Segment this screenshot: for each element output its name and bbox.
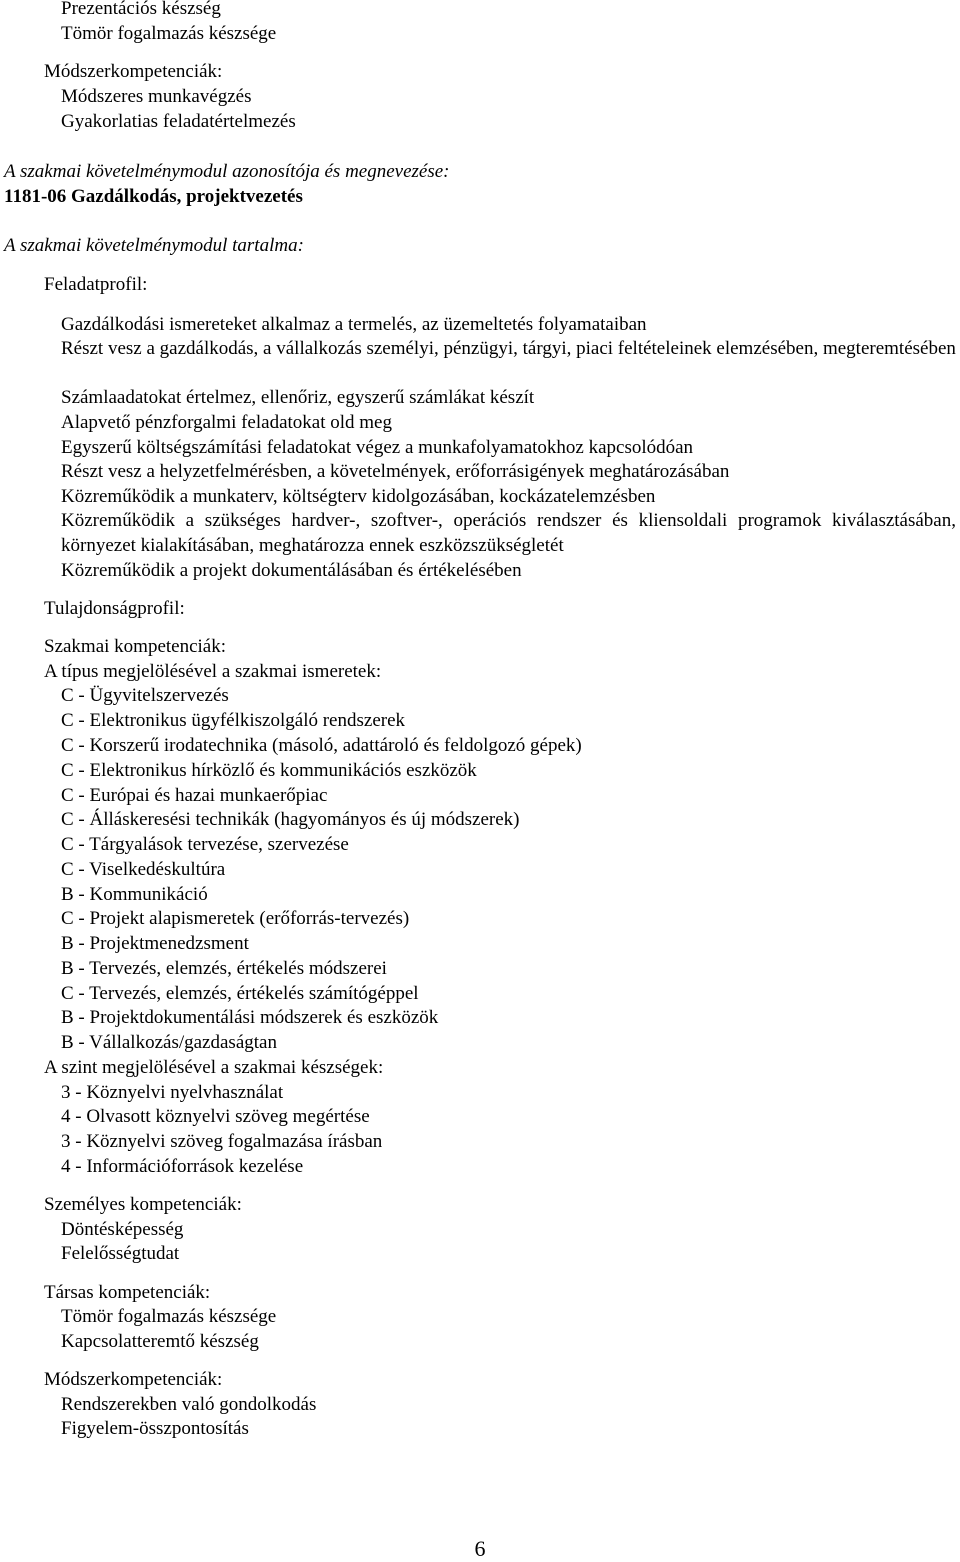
task-profile-heading: Feladatprofil: <box>44 274 148 295</box>
personal-competencies-heading: Személyes kompetenciák: <box>44 1194 242 1215</box>
type-knowledge-item: C - Elektronikus ügyfélkiszolgáló rendszerek <box>61 710 406 731</box>
method-competencies-heading: Módszerkompetenciák: <box>44 1369 223 1390</box>
module-id-label: A szakmai követelménymodul azonosítója és megnevezése: <box>4 161 450 182</box>
type-knowledge-item: C - Ügyvitelszervezés <box>61 685 229 706</box>
module-id-value: 1181-06 Gazdálkodás, projektvezetés <box>4 186 303 207</box>
task-profile-item: Részt vesz a helyzetfelmérésben, a követelmények, erőforrásigények meghatározásában <box>61 461 730 482</box>
task-profile-item: Alapvető pénzforgalmi feladatokat old meg <box>61 412 392 433</box>
type-knowledge-item: C - Európai és hazai munkaerőpiac <box>61 785 328 806</box>
method-competency-item: Rendszerekben való gondolkodás <box>61 1394 317 1415</box>
method-competency-item: Gyakorlatias feladatértelmezés <box>61 111 296 132</box>
method-competency-item: Figyelem-összpontosítás <box>61 1418 249 1439</box>
social-competencies-heading: Társas kompetenciák: <box>44 1282 211 1303</box>
level-skill-item: 4 - Olvasott köznyelvi szöveg megértése <box>61 1106 370 1127</box>
type-knowledge-item: B - Projektdokumentálási módszerek és eszközök <box>61 1007 439 1028</box>
personal-competency-item: Felelősségtudat <box>61 1243 180 1264</box>
type-knowledge-item: C - Elektronikus hírközlő és kommunikációs eszközök <box>61 760 477 781</box>
task-profile-item: Közreműködik a munkaterv, költségterv kidolgozásában, kockázatelemzésben <box>61 486 656 507</box>
personal-competency-item: Döntésképesség <box>61 1219 184 1240</box>
social-competency-item: Tömör fogalmazás készsége <box>61 1306 277 1327</box>
type-knowledge-item: B - Tervezés, elemzés, értékelés módszerei <box>61 958 387 979</box>
skill-item: Prezentációs készség <box>61 0 221 19</box>
task-profile-item: Számlaadatokat értelmez, ellenőriz, egyszerű számlákat készít <box>61 387 535 408</box>
type-knowledge-item: C - Projekt alapismeretek (erőforrás-tervezés) <box>61 908 410 929</box>
task-profile-item: Egyszerű költségszámítási feladatokat végez a munkafolyamatokhoz kapcsolódóan <box>61 437 694 458</box>
type-knowledge-item: C - Korszerű irodatechnika (másoló, adattároló és feldolgozó gépek) <box>61 735 582 756</box>
type-knowledge-heading: A típus megjelölésével a szakmai ismeretek: <box>44 661 382 682</box>
task-profile-item: Gazdálkodási ismereteket alkalmaz a termelés, az üzemeltetés folyamataiban <box>61 314 647 335</box>
task-profile-item: Részt vesz a gazdálkodás, a vállalkozás személyi, pénzügyi, tárgyi, piaci feltételeinek elemzésében, megteremtésében <box>61 338 956 359</box>
page-number: 6 <box>474 1536 486 1561</box>
level-skill-item: 3 - Köznyelvi nyelvhasználat <box>61 1082 284 1103</box>
type-knowledge-item: B - Kommunikáció <box>61 884 208 905</box>
skill-item: Tömör fogalmazás készsége <box>61 23 277 44</box>
method-competency-item: Módszeres munkavégzés <box>61 86 252 107</box>
type-knowledge-item: B - Projektmenedzsment <box>61 933 249 954</box>
professional-competencies-heading: Szakmai kompetenciák: <box>44 636 227 657</box>
type-knowledge-item: C - Tervezés, elemzés, értékelés számítógéppel <box>61 983 419 1004</box>
type-knowledge-item: B - Vállalkozás/gazdaságtan <box>61 1032 277 1053</box>
type-knowledge-item: C - Tárgyalások tervezése, szervezése <box>61 834 349 855</box>
level-skills-heading: A szint megjelölésével a szakmai készségek: <box>44 1057 384 1078</box>
level-skill-item: 4 - Információforrások kezelése <box>61 1156 304 1177</box>
task-profile-item: Közreműködik a szükséges hardver-, szoftver-, operációs rendszer és kliensoldali programok kiválasztásában, környezet kialakításában, meghatározza ennek eszközszükségletét <box>61 510 956 556</box>
property-profile-heading: Tulajdonságprofil: <box>44 598 185 619</box>
level-skill-item: 3 - Köznyelvi szöveg fogalmazása írásban <box>61 1131 383 1152</box>
method-competencies-heading: Módszerkompetenciák: <box>44 61 223 82</box>
task-profile-item: Közreműködik a projekt dokumentálásában és értékelésében <box>61 560 522 581</box>
module-content-label: A szakmai követelménymodul tartalma: <box>4 235 304 256</box>
type-knowledge-item: C - Viselkedéskultúra <box>61 859 226 880</box>
type-knowledge-item: C - Álláskeresési technikák (hagyományos és új módszerek) <box>61 809 520 830</box>
social-competency-item: Kapcsolatteremtő készség <box>61 1331 259 1352</box>
